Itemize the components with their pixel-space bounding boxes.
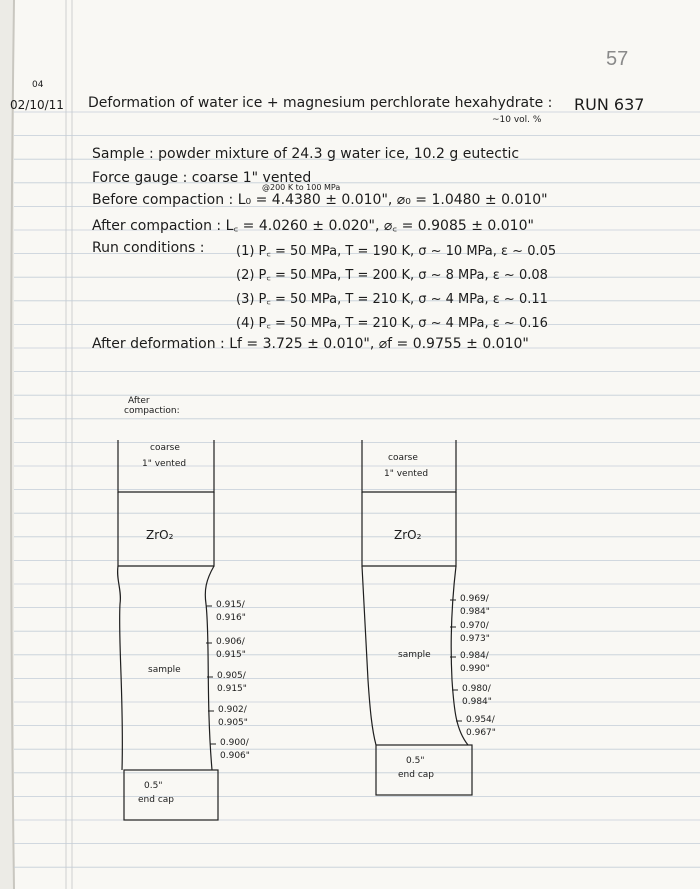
left-vent-label-1: coarse: [150, 443, 180, 453]
left-measure-1b: 0.916": [216, 613, 246, 623]
left-end-cap-label-2: end cap: [138, 795, 174, 805]
force-gauge-line: Force gauge : coarse 1" vented: [92, 170, 312, 186]
after-compaction-line: After compaction : L꜀ = 4.0260 ± 0.020", ⌀꜀ = 0.9085 ± 0.010": [92, 218, 534, 234]
entry-date: 02/10/11: [10, 98, 64, 112]
run-number: RUN 637: [574, 95, 645, 114]
right-measure-3b: 0.990": [460, 664, 490, 674]
left-end-cap-label-1: 0.5": [144, 781, 163, 791]
right-vent-piece: [362, 440, 456, 492]
sample-line: Sample : powder mixture of 24.3 g water ice, 10.2 g eutectic: [92, 146, 520, 162]
right-measure-5a: 0.954/: [466, 715, 495, 725]
right-sample-label: sample: [398, 650, 431, 660]
date-month-annotation: 04: [32, 80, 44, 90]
right-measure-1b: 0.984": [460, 607, 490, 617]
left-measure-5a: 0.900/: [220, 738, 249, 748]
left-measure-4a: 0.902/: [218, 705, 247, 715]
left-measure-2b: 0.915": [216, 650, 246, 660]
right-measure-1a: 0.969/: [460, 594, 489, 604]
left-diagram-heading-1: After: [128, 396, 150, 406]
entry-title: Deformation of water ice + magnesium perchlorate hexahydrate :: [88, 95, 553, 111]
right-vent-label-2: 1" vented: [384, 469, 429, 479]
left-zro2-label: ZrO₂: [146, 528, 174, 542]
run-condition-1: (1) P꜀ = 50 MPa, T = 190 K, σ ~ 10 MPa, ε ~ 0.05: [236, 244, 557, 259]
right-measure-4b: 0.984": [462, 697, 492, 707]
left-vent-label-2: 1" vented: [142, 459, 187, 469]
run-condition-2: (2) P꜀ = 50 MPa, T = 200 K, σ ~ 8 MPa, ε ~ 0.08: [236, 268, 548, 283]
left-measure-2a: 0.906/: [216, 637, 245, 647]
page-number: 57: [606, 48, 629, 70]
left-sample-label: sample: [148, 665, 181, 675]
left-measure-5b: 0.906": [220, 751, 250, 761]
right-zro2-label: ZrO₂: [394, 528, 422, 542]
left-diagram-heading-2: compaction:: [124, 406, 180, 416]
right-end-cap-label-2: end cap: [398, 770, 434, 780]
left-measure-1a: 0.915/: [216, 600, 245, 610]
run-condition-3: (3) P꜀ = 50 MPa, T = 210 K, σ ~ 4 MPa, ε ~ 0.11: [236, 292, 548, 307]
right-measure-3a: 0.984/: [460, 651, 489, 661]
before-compaction-note: @200 K to 100 MPa: [262, 183, 341, 192]
left-measure-4b: 0.905": [218, 718, 248, 728]
right-vent-label-1: coarse: [388, 453, 418, 463]
left-measure-3a: 0.905/: [217, 671, 246, 681]
right-measure-2a: 0.970/: [460, 621, 489, 631]
right-measure-4a: 0.980/: [462, 684, 491, 694]
title-subnote: ~10 vol. %: [492, 115, 542, 125]
right-measure-2b: 0.973": [460, 634, 490, 644]
run-condition-4: (4) P꜀ = 50 MPa, T = 210 K, σ ~ 4 MPa, ε ~ 0.16: [236, 316, 548, 331]
right-end-cap-label-1: 0.5": [406, 756, 425, 766]
before-compaction-line: Before compaction : L₀ = 4.4380 ± 0.010", ⌀₀ = 1.0480 ± 0.010": [92, 192, 548, 208]
right-measure-5b: 0.967": [466, 728, 496, 738]
left-measure-3b: 0.915": [217, 684, 247, 694]
run-conditions-label: Run conditions :: [92, 240, 205, 256]
after-deformation-line: After deformation : Lf = 3.725 ± 0.010", ⌀f = 0.9755 ± 0.010": [92, 336, 529, 352]
